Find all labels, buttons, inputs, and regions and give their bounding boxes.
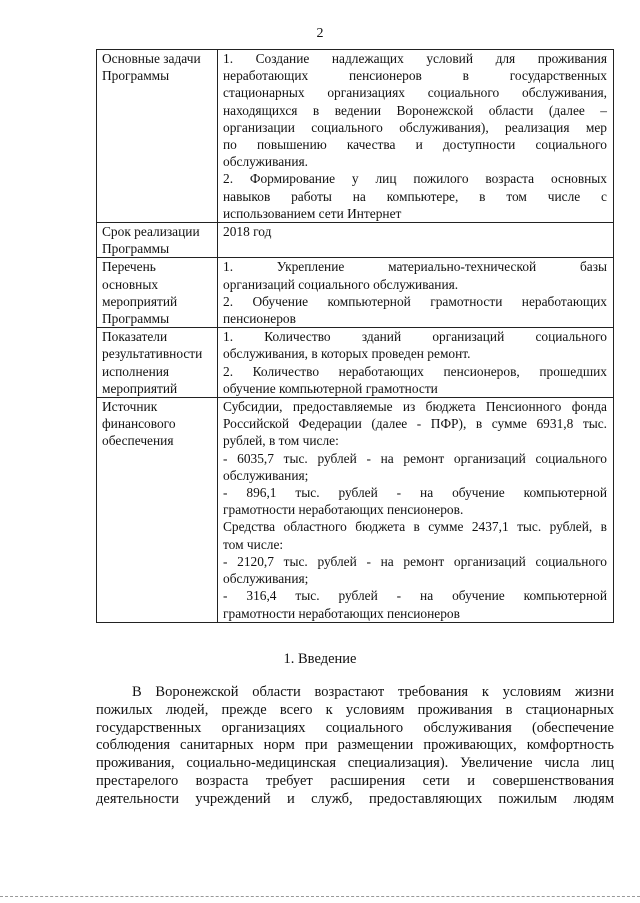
row-label: Основные задачи Программы [97, 50, 218, 223]
value-line: обслуживания; [223, 467, 309, 483]
value-line: Субсидии, предоставляемые из бюджета Пенсионного фонда [223, 399, 607, 415]
row-label: Источник финансового обеспечения [97, 398, 218, 623]
value-line: стационарных организациях социального обслуживания, [223, 85, 607, 101]
page-edge-rule [0, 896, 640, 897]
paragraph-line: проживания, социально-медицинская специализация). Увеличение числа лиц [96, 755, 614, 772]
value-line: 2. Количество неработающих пенсионеров, прошедших [223, 363, 607, 379]
paragraph-line: деятельности учреждений и служб, предоставляющих пожилым людям [96, 790, 614, 807]
paragraph-line: престарелого возраста требует расширения сети и совершенствования [96, 772, 614, 789]
table-row [97, 398, 614, 623]
row-value [218, 50, 614, 223]
table-row [97, 258, 614, 328]
row-value [218, 223, 614, 258]
row-value [218, 328, 614, 398]
value-line: 2. Обучение компьютерной грамотности неработающих [223, 293, 607, 309]
value-line: обслуживания, в которых проведен ремонт. [223, 346, 471, 362]
value-line: 1. Создание надлежащих условий для проживания [223, 51, 607, 66]
value-line: 1. Укрепление материально-технической базы [223, 259, 607, 275]
row-label: Показатели результативности исполнения мероприятий [97, 328, 218, 398]
value-line: обслуживания; [223, 571, 309, 587]
row-value [218, 398, 614, 623]
value-line: находящихся в ведении Воронежской области (далее – [223, 102, 607, 118]
value-line: - 6035,7 тыс. рублей - на ремонт организаций социального [223, 450, 607, 466]
paragraph-line: В Воронежской области возрастают требования к условиям жизни [132, 684, 614, 700]
value-line: использованием сети Интернет [223, 205, 402, 221]
paragraph-line: соблюдения санитарных норм при размещении проживающих, комфортность [96, 737, 614, 754]
row-value [218, 258, 614, 328]
value-line: Средства областного бюджета в сумме 2437,1 тыс. рублей, в [223, 519, 607, 535]
section-title: 1. Введение [283, 651, 357, 667]
value-line: 2018 год [223, 224, 272, 240]
value-line: 1. Количество зданий организаций социального [223, 329, 607, 345]
intro-paragraph [96, 684, 614, 809]
value-line: организаций социального обслуживания. [223, 276, 459, 292]
value-line: грамотности неработающих пенсионеров. [223, 502, 464, 518]
value-line: неработающих пенсионеров в государственных [223, 68, 607, 84]
value-line: - 896,1 тыс. рублей - на обучение компьютерной [223, 485, 607, 501]
value-line: - 316,4 тыс. рублей - на обучение компьютерной [223, 588, 607, 604]
value-line: обучение компьютерной грамотности [223, 380, 438, 396]
value-line: обслуживания. [223, 154, 308, 170]
paragraph-line: пожилых людей, прежде всего к условиям проживания в стационарных [96, 701, 614, 718]
table-row [97, 328, 614, 398]
row-label: Перечень основных мероприятий Программы [97, 258, 218, 328]
value-line: навыков работы на компьютере, в том числе с [223, 188, 607, 204]
value-line: том числе: [223, 536, 284, 552]
program-passport-table [96, 49, 614, 623]
value-line: по повышению качества и доступности социального [223, 137, 607, 153]
value-line: организации социального обслуживания), реализация мер [223, 119, 607, 135]
paragraph-line: государственных организациях социального обслуживания (обеспечение [96, 719, 614, 736]
table-row [97, 50, 614, 223]
page-number: 2 [316, 26, 324, 41]
table-row [97, 223, 614, 258]
row-label: Срок реализации Программы [97, 223, 218, 258]
value-line: пенсионеров [223, 311, 296, 327]
value-line: Российской Федерации (далее - ПФР), в сумме 6931,8 тыс. [223, 416, 607, 432]
value-line: 2. Формирование у лиц пожилого возраста основных [223, 171, 607, 187]
value-line: грамотности неработающих пенсионеров [223, 605, 460, 621]
value-line: рублей, в том числе: [223, 433, 339, 449]
value-line: - 2120,7 тыс. рублей - на ремонт организаций социального [223, 553, 607, 569]
